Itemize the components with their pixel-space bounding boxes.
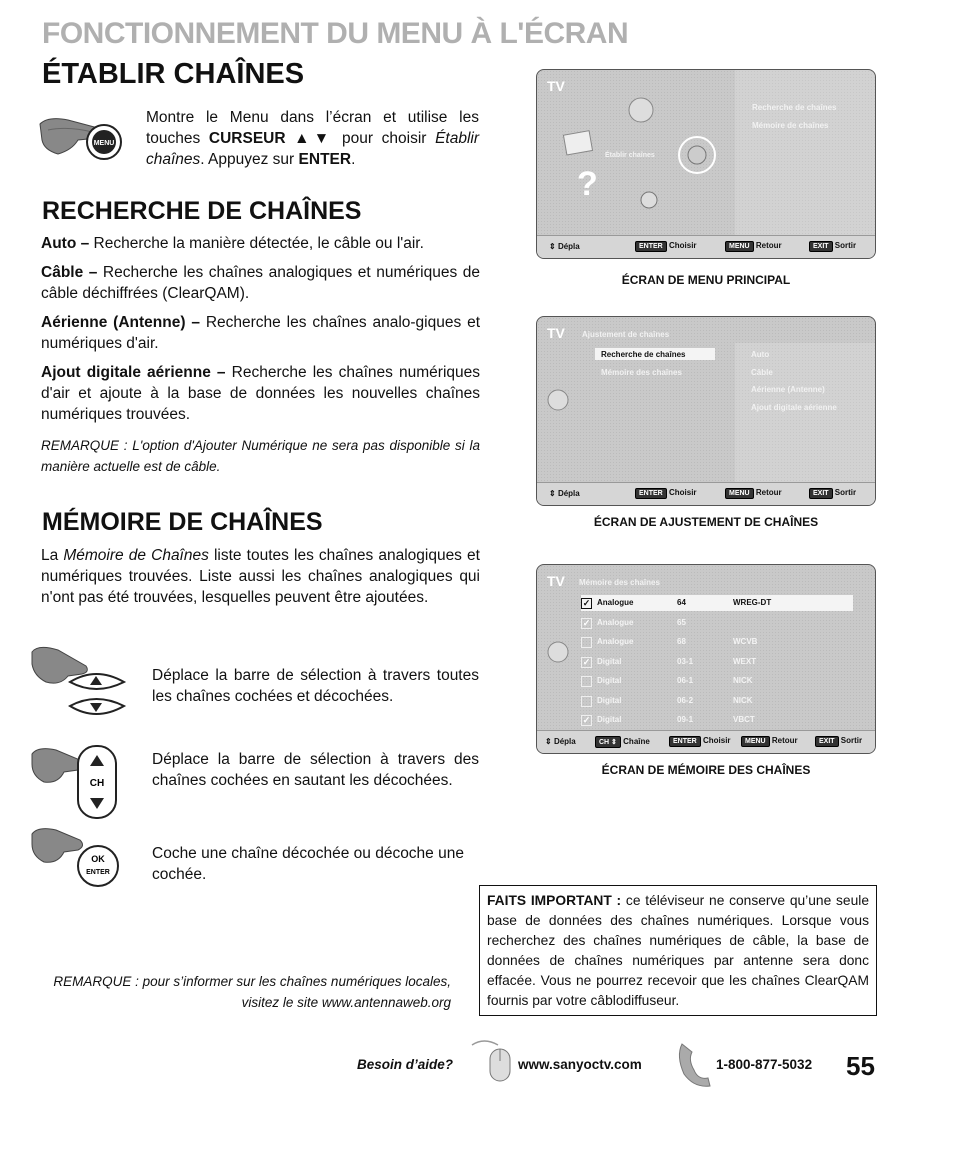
recherche-auto: Auto – Recherche la manière détectée, le câble ou l'air. <box>41 235 424 252</box>
faits-important-box <box>479 885 877 1016</box>
ch-key-label: CH <box>89 778 105 789</box>
memory-row-number: 64 <box>677 598 686 607</box>
recherche-cable: Câble – Recherche les chaînes analogiques et numériques de câble déchiffrées (ClearQAM). <box>41 264 480 302</box>
hand-ok-enter-icon <box>30 822 122 892</box>
faits-text: ce téléviseur ne conserve qu’une seule base de données des chaînes numériques. Lorsque vous recherchez des chaînes numériques de câble, la base de données de chaînes numériques par antenne sera donc effacée. Vous ne pourrez recevoir que les chaînes ClearQAM fournis par votre câblodiffuseur. <box>487 893 869 1008</box>
memory-row[interactable] <box>581 634 853 650</box>
faits-label: FAITS IMPORTANT : <box>487 893 622 908</box>
adjust-item-memoire: Mémoire des chaînes <box>601 368 682 377</box>
adjust-item-recherche: Recherche de chaînes <box>601 350 686 359</box>
recherche-title: RECHERCHE DE CHAÎNES <box>42 197 362 225</box>
checkbox-checked-icon[interactable]: ✓ <box>582 617 591 628</box>
adjust-opt-auto: Auto <box>751 350 770 359</box>
etablir-title: ÉTABLIR CHAÎNES <box>42 58 305 90</box>
recherche-aerienne: Aérienne (Antenne) – Recherche les chaînes analo-giques et numériques d'air. <box>41 314 480 352</box>
memory-bottom-bar: ⇕ Dépla CH ⇕ Chaîne ENTER Choisir MENU Retour EXIT Sortir <box>537 730 875 753</box>
main-item-memoire: Mémoire de chaînes <box>752 121 829 130</box>
memoire-title: MÉMOIRE DE CHAÎNES <box>42 508 323 536</box>
satellite-icon <box>543 637 573 667</box>
svg-text:?: ? <box>577 165 598 203</box>
memory-row[interactable] <box>581 615 853 631</box>
memoire-note: REMARQUE : pour s’informer sur les chaînes numériques locales, visitez le site www.antennaweb.org <box>53 974 451 1010</box>
checkbox-checked-icon[interactable]: ✓ <box>582 598 591 608</box>
adjust-opt-aerienne: Aérienne (Antenne) <box>751 385 825 394</box>
memory-row-number: 06-2 <box>677 695 694 705</box>
enter-key-label: ENTER <box>86 869 110 876</box>
memory-row-number: 65 <box>677 617 686 627</box>
memory-row[interactable] <box>581 693 853 709</box>
recherche-note: REMARQUE : L'option d'Ajouter Numérique ne sera pas disponible si la manière actuelle est de câble. <box>41 438 480 474</box>
memoire-intro: La Mémoire de Chaînes liste toutes les chaînes analogiques et numériques trouvées. Liste aussi les chaînes analogiques qui n'ont pas été trouvées, lesquelles peuvent être ajoutées. <box>41 547 480 606</box>
memory-row-name: NICK <box>733 695 753 705</box>
memory-row-type: Digital <box>597 676 622 685</box>
memory-row-type: Analogue <box>597 637 634 646</box>
page-number: 55 <box>846 1051 875 1081</box>
footer-help: Besoin d’aide? <box>357 1057 454 1072</box>
memory-row-type: Analogue <box>597 598 634 607</box>
memory-row-number: 09-1 <box>677 715 694 724</box>
checkbox-empty-icon[interactable] <box>581 637 592 648</box>
memory-row-type: Digital <box>597 656 622 666</box>
memory-row-type: Digital <box>597 715 622 724</box>
memory-screen <box>536 564 876 754</box>
checkbox-checked-icon[interactable]: ✓ <box>582 715 591 725</box>
phone-icon <box>674 1040 714 1090</box>
memory-row[interactable] <box>581 595 853 611</box>
tv-label: TV <box>547 78 565 94</box>
memory-row-number: 68 <box>677 637 686 646</box>
recherche-ajout: Ajout digitale aérienne – Recherche les chaînes numériques d'air et ajoute à la base de données les nouvelles chaînes numériques trouvées. <box>41 364 480 423</box>
adjust-opt-ajout: Ajout digitale aérienne <box>751 403 837 412</box>
hand-menu-icon <box>38 110 124 162</box>
main-caption: ÉCRAN DE MENU PRINCIPAL <box>621 273 791 287</box>
memory-row[interactable] <box>581 654 853 670</box>
memory-row-type: Analogue <box>597 617 634 627</box>
checkbox-empty-icon[interactable] <box>581 696 592 707</box>
menu-icons <box>557 95 737 225</box>
memory-row-name: WCVB <box>733 637 758 646</box>
checkbox-empty-icon[interactable] <box>581 676 592 687</box>
satellite-icon <box>543 385 573 415</box>
mouse-icon <box>470 1035 514 1085</box>
adjust-title: Ajustement de chaînes <box>582 330 670 339</box>
memory-row-name: VBCT <box>733 715 755 724</box>
main-bottom-bar: ⇕ Dépla ENTER Choisir MENU Retour EXIT Sortir <box>537 235 875 258</box>
memoire-item2: Déplace la barre de sélection à travers des chaînes cochées en sautant les décochées. <box>152 751 479 789</box>
adjust-screen <box>536 316 876 506</box>
section-header: FONCTIONNEMENT DU MENU À L'ÉCRAN <box>42 17 629 50</box>
adjust-caption: ÉCRAN DE AJUSTEMENT DE CHAÎNES <box>593 515 819 529</box>
hand-ch-icon <box>30 742 122 822</box>
main-item-recherche: Recherche de chaînes <box>752 103 837 112</box>
memoire-item3: Coche une chaîne décochée ou décoche une cochée. <box>152 845 464 883</box>
checkbox-checked-icon[interactable]: ✓ <box>582 656 591 667</box>
adjust-bottom-bar: ⇕ Dépla ENTER Choisir MENU Retour EXIT Sortir <box>537 482 875 505</box>
menu-key-label: MENU <box>93 140 115 147</box>
footer-phone: 1-800-877-5032 <box>716 1057 813 1072</box>
memory-row-number: 06-1 <box>677 676 694 685</box>
memory-row-name: NICK <box>733 676 753 685</box>
memory-row-number: 03-1 <box>677 656 694 666</box>
tv-label: TV <box>547 325 565 341</box>
main-menu-screen <box>536 69 876 259</box>
memoire-item1: Déplace la barre de sélection à travers toutes les chaînes cochées et décochées. <box>152 667 479 705</box>
tv-label: TV <box>547 573 565 589</box>
memory-row-name: WEXT <box>733 656 757 666</box>
ok-key-label: OK <box>91 854 105 864</box>
hand-updown-icon <box>30 642 128 724</box>
memory-row[interactable] <box>581 712 853 728</box>
adjust-opt-cable: Câble <box>751 368 773 377</box>
footer-website[interactable]: www.sanyoctv.com <box>518 1057 642 1072</box>
memory-caption: ÉCRAN DE MÉMOIRE DES CHAÎNES <box>601 763 811 777</box>
memory-row-type: Digital <box>597 695 622 705</box>
memory-title: Mémoire des chaînes <box>579 578 660 587</box>
memory-row[interactable] <box>581 673 853 689</box>
memory-row-name: WREG-DT <box>733 598 772 607</box>
main-icon-label: Établir chaînes <box>605 152 655 159</box>
etablir-text: Montre le Menu dans l’écran et utilise les touches CURSEUR ▲▼ pour choisir Établir chaînes. Appuyez sur ENTER. <box>146 109 479 168</box>
